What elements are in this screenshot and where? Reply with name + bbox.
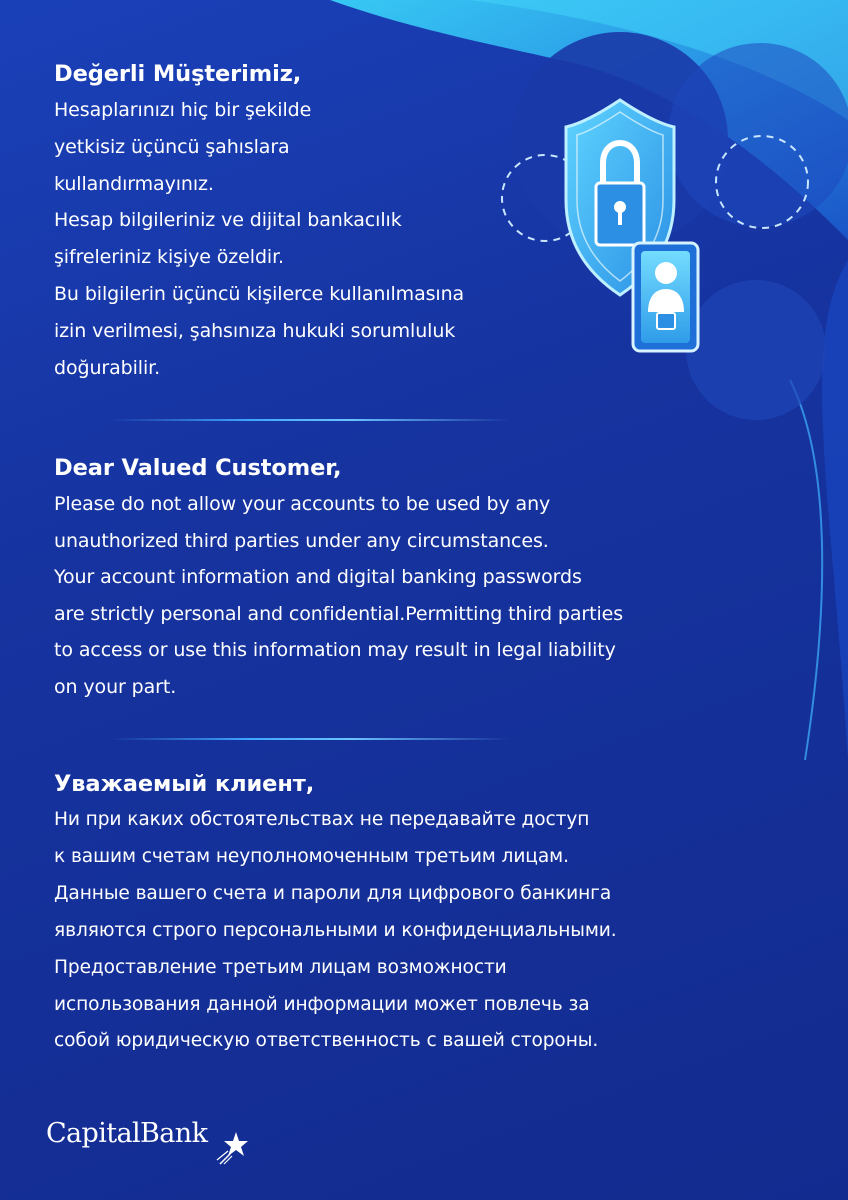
russian-notice xyxy=(54,766,744,1060)
section-divider xyxy=(110,419,510,421)
english-notice xyxy=(54,450,754,706)
turkish-heading: Değerli Müşterimiz, xyxy=(54,61,302,87)
english-heading: Dear Valued Customer, xyxy=(54,455,342,481)
english-body: Please do not allow your accounts to be used by any unauthorized third parties under any circumstances. Your account information and digital banking passwords are strictly personal and confidential.Permitting third parties to access or use this information may result in legal liability on your part. xyxy=(54,493,624,698)
section-divider xyxy=(110,738,510,740)
capitalbank-logo: CapitalBank xyxy=(46,1118,208,1149)
turkish-body: Hesaplarınızı hiç bir şekilde yetkisiz üçüncü şahıslara kullandırmayınız. Hesap bilgileriniz ve dijital bankacılık şifreleriniz kişiye özeldir. Bu bilgilerin üçüncü kişilerce kullanılmasına izin verilmesi, şahsınıza hukuki sorumluluk doğurabilir. xyxy=(54,99,465,379)
russian-heading: Уважаемый клиент, xyxy=(54,771,315,797)
star-icon xyxy=(216,1130,248,1166)
russian-body: Ни при каких обстоятельствах не передавайте доступ к вашим счетам неуполномоченным третьим лицам. Данные вашего счета и пароли для цифрового банкинга являются строго персональными и конфиденциальными. Предоставление третьим лицам возможности использования данной информации может повлечь за собой юридическую ответственность с вашей стороны. xyxy=(54,809,617,1052)
turkish-notice xyxy=(54,56,524,386)
